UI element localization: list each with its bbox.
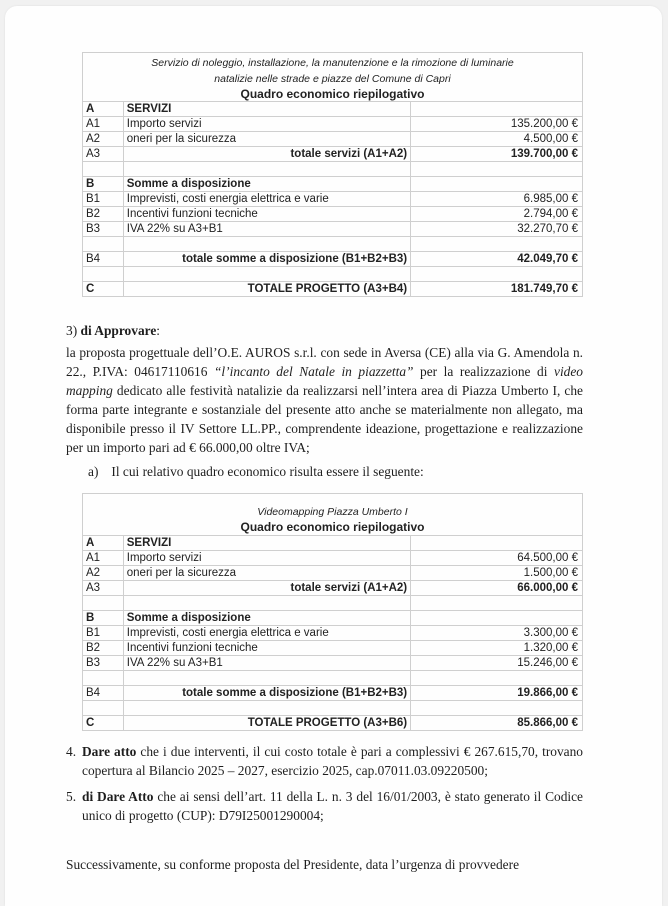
table-row <box>83 252 583 267</box>
table-title: Quadro economico riepilogativo <box>240 520 425 534</box>
row-description: Incentivi funzioni tecniche <box>123 207 410 222</box>
item-number: 4. <box>66 744 77 759</box>
section-3-heading <box>66 321 583 340</box>
row-description: totale servizi (A1+A2) <box>123 147 410 162</box>
quadro-economico-videomapping-table <box>82 493 583 731</box>
table-title: Quadro economico riepilogativo <box>240 87 425 101</box>
row-amount: 42.049,70 € <box>411 252 583 267</box>
table-subtitle-line1: Servizio di noleggio, installazione, la manutenzione e la rimozione di luminarie <box>151 57 514 69</box>
sub-item-text: Il cui relativo quadro economico risulta essere il seguente: <box>111 464 424 479</box>
row-code: A1 <box>83 117 124 132</box>
row-description: TOTALE PROGETTO (A3+B6) <box>123 716 410 731</box>
row-description <box>123 701 410 716</box>
row-code: A3 <box>83 581 124 596</box>
sub-item-a <box>88 462 424 481</box>
empty-row <box>83 267 583 282</box>
row-description: IVA 22% su A3+B1 <box>123 222 410 237</box>
row-code: C <box>83 282 124 297</box>
item-text: che i due interventi, il cui costo totale è pari a complessivi € 267.615,70, trovano copertura al Bilancio 2025 – 2027, esercizio 2025, cap.07011.03.09220500; <box>82 744 584 778</box>
table-row <box>83 282 583 297</box>
row-description: Imprevisti, costi energia elettrica e varie <box>123 626 410 641</box>
row-amount <box>411 701 583 716</box>
row-code: B2 <box>83 641 124 656</box>
item-text: che ai sensi dell’art. 11 della L. n. 3 del 16/01/2003, è stato generato il Codice unico di progetto (CUP): D79I25001290004; <box>82 789 583 823</box>
row-code: B1 <box>83 626 124 641</box>
row-amount <box>411 611 583 626</box>
item-body <box>82 742 583 780</box>
row-code: B3 <box>83 656 124 671</box>
row-amount: 85.866,00 € <box>411 716 583 731</box>
row-amount: 2.794,00 € <box>411 207 583 222</box>
item-number: 5. <box>66 789 77 804</box>
row-description: Somme a disposizione <box>123 177 410 192</box>
row-code <box>83 237 124 252</box>
para-text: dedicato alle festività natalizie da realizzarsi nell’intera area di Piazza Umberto I, che forma parte integrante e sostanziale del presente atto anche se materialmente non allegato, ma disponibile presso il IV Settore LL.PP., comprendente ideazione, progettazione e realizzazione per un importo pari ad € 66.000,00 oltre IVA; <box>66 383 583 455</box>
table-row <box>83 147 583 162</box>
table-header-row <box>83 494 583 536</box>
row-description: oneri per la sicurezza <box>123 132 410 147</box>
row-code: B1 <box>83 192 124 207</box>
para-text: la proposta progettuale dell’O.E. AUROS s.r.l. con sede in Aversa (CE) alla via G. Amendola n. 22., P.IVA: 04617110616 <box>66 345 583 379</box>
row-code: B3 <box>83 222 124 237</box>
row-description <box>123 596 410 611</box>
row-description <box>123 162 410 177</box>
row-code: A3 <box>83 147 124 162</box>
row-description: Incentivi funzioni tecniche <box>123 641 410 656</box>
item-bold: Dare atto <box>82 744 137 759</box>
empty-row <box>83 701 583 716</box>
table-row <box>83 102 583 117</box>
row-amount <box>411 237 583 252</box>
row-amount: 66.000,00 € <box>411 581 583 596</box>
para-text: per la realizzazione di <box>413 364 554 379</box>
row-description: totale somme a disposizione (B1+B2+B3) <box>123 252 410 267</box>
row-code: B4 <box>83 252 124 267</box>
quadro-economico-luminarie-table <box>82 52 583 297</box>
row-amount: 15.246,00 € <box>411 656 583 671</box>
item-4 <box>66 742 583 780</box>
row-amount: 1.320,00 € <box>411 641 583 656</box>
table-row <box>83 222 583 237</box>
row-description: SERVIZI <box>123 102 410 117</box>
row-description: TOTALE PROGETTO (A3+B4) <box>123 282 410 297</box>
table-row <box>83 566 583 581</box>
sub-item-label: a) <box>88 464 99 479</box>
row-code: C <box>83 716 124 731</box>
approval-paragraph <box>66 343 583 457</box>
table-row <box>83 551 583 566</box>
empty-row <box>83 162 583 177</box>
row-code <box>83 671 124 686</box>
section-heading-bold: di Approvare <box>80 323 157 338</box>
table-row <box>83 611 583 626</box>
row-description: totale servizi (A1+A2) <box>123 581 410 596</box>
row-code: B2 <box>83 207 124 222</box>
table-row <box>83 716 583 731</box>
table-header-row <box>83 53 583 102</box>
video-mapping-italic: video mapping <box>66 364 583 398</box>
table-row <box>83 132 583 147</box>
row-code: B4 <box>83 686 124 701</box>
table-row <box>83 686 583 701</box>
row-amount: 64.500,00 € <box>411 551 583 566</box>
row-description: Imprevisti, costi energia elettrica e varie <box>123 192 410 207</box>
item-body <box>82 787 583 825</box>
row-description: IVA 22% su A3+B1 <box>123 656 410 671</box>
row-amount <box>411 671 583 686</box>
row-amount: 135.200,00 € <box>411 117 583 132</box>
final-paragraph: Successivamente, su conforme proposta del Presidente, data l’urgenza di provvedere <box>66 857 520 872</box>
table-subtitle-line2: natalizie nelle strade e piazze del Comune di Capri <box>214 73 451 85</box>
colon: : <box>156 323 161 338</box>
item-5 <box>66 787 583 825</box>
row-code <box>83 701 124 716</box>
table-row <box>83 177 583 192</box>
row-amount: 181.749,70 € <box>411 282 583 297</box>
section-number: 3) <box>66 323 78 338</box>
row-code <box>83 267 124 282</box>
row-description <box>123 267 410 282</box>
row-code: A <box>83 102 124 117</box>
row-code <box>83 596 124 611</box>
row-amount: 6.985,00 € <box>411 192 583 207</box>
empty-row <box>83 237 583 252</box>
row-amount <box>411 596 583 611</box>
table-row <box>83 641 583 656</box>
row-amount <box>411 267 583 282</box>
project-title-quote: “l’incanto del Natale in piazzetta” <box>213 364 414 379</box>
row-amount: 4.500,00 € <box>411 132 583 147</box>
row-code: B <box>83 177 124 192</box>
row-amount <box>411 536 583 551</box>
row-amount: 19.866,00 € <box>411 686 583 701</box>
row-amount <box>411 177 583 192</box>
row-code: A1 <box>83 551 124 566</box>
row-description: Importo servizi <box>123 117 410 132</box>
row-amount <box>411 102 583 117</box>
item-bold: di Dare Atto <box>82 789 154 804</box>
table-row <box>83 626 583 641</box>
table-row <box>83 117 583 132</box>
table-row <box>83 656 583 671</box>
row-amount: 1.500,00 € <box>411 566 583 581</box>
table-row <box>83 207 583 222</box>
table-subtitle-line1: Videomapping Piazza Umberto I <box>257 506 408 518</box>
row-amount: 3.300,00 € <box>411 626 583 641</box>
row-code <box>83 162 124 177</box>
row-description: Importo servizi <box>123 551 410 566</box>
row-description: SERVIZI <box>123 536 410 551</box>
row-code: A2 <box>83 132 124 147</box>
row-description: totale somme a disposizione (B1+B2+B3) <box>123 686 410 701</box>
empty-row <box>83 671 583 686</box>
row-description <box>123 671 410 686</box>
row-description: oneri per la sicurezza <box>123 566 410 581</box>
row-code: A <box>83 536 124 551</box>
row-code: A2 <box>83 566 124 581</box>
table-row <box>83 536 583 551</box>
row-amount: 139.700,00 € <box>411 147 583 162</box>
table-row <box>83 192 583 207</box>
row-description <box>123 237 410 252</box>
row-amount <box>411 162 583 177</box>
row-amount: 32.270,70 € <box>411 222 583 237</box>
row-code: B <box>83 611 124 626</box>
empty-row <box>83 596 583 611</box>
row-description: Somme a disposizione <box>123 611 410 626</box>
table-row <box>83 581 583 596</box>
